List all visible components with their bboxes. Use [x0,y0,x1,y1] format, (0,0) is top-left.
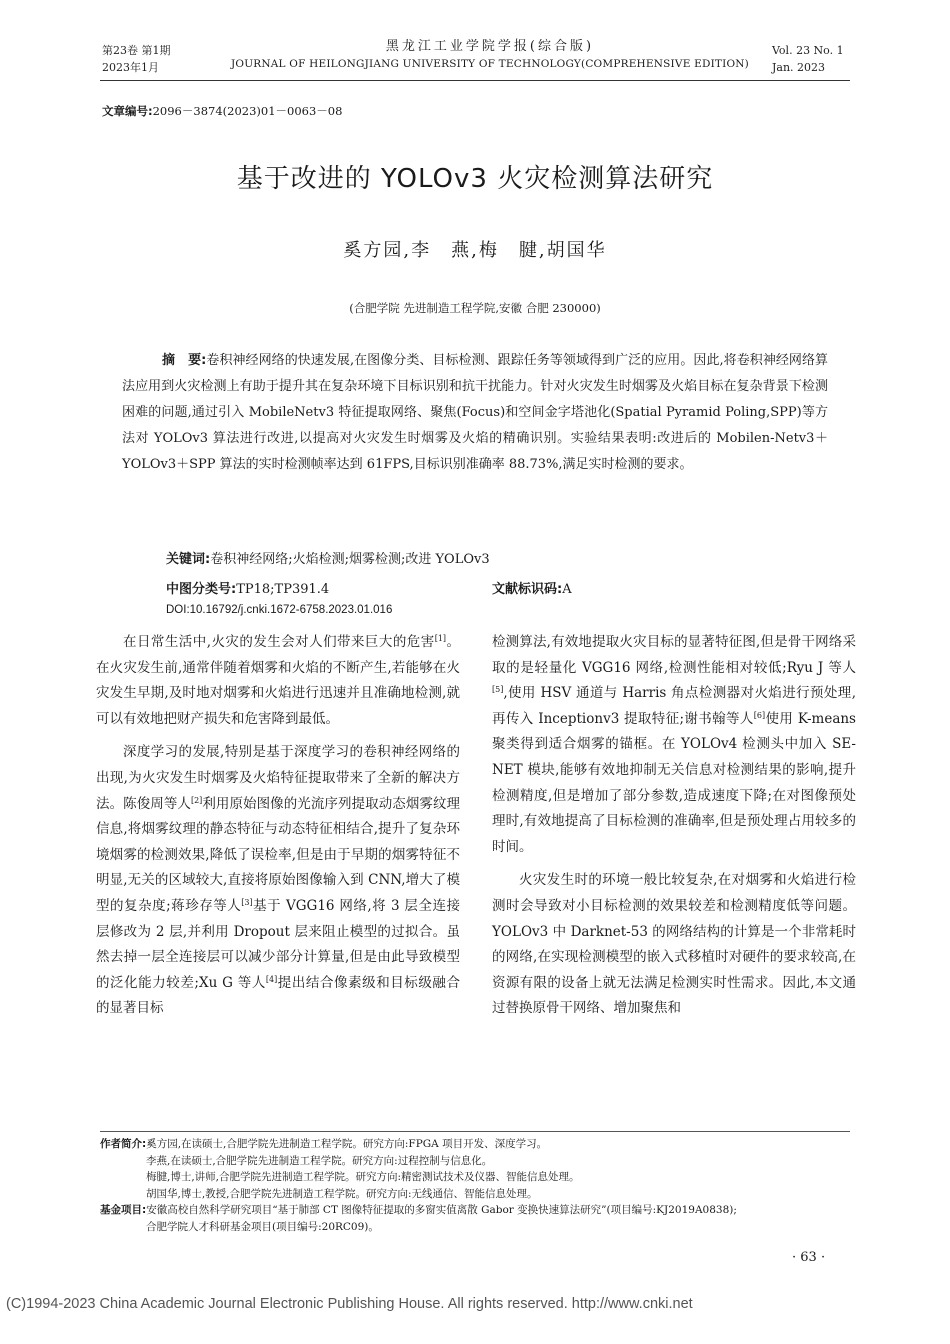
citation-ref[interactable]: [5] [492,685,504,695]
keywords-value: 卷积神经网络;火焰检测;烟雾检测;改进 YOLOv3 [210,552,490,567]
classification-value: TP18;TP391.4 [236,582,330,597]
body-column-left [96,630,460,1030]
doi: DOI:10.16792/j.cnki.1672-6758.2023.01.016 [166,604,393,616]
copyright-notice: (C)1994-2023 China Academic Journal Electronic Publishing House. All rights reserved. http://www.cnki.net [6,1296,693,1312]
abstract-label: 摘 要: [162,353,207,368]
author-list: 奚方园,李 燕,梅 腱,胡国华 [343,240,607,261]
affiliation: (合肥学院 先进制造工程学院,安徽 合肥 230000) [349,301,601,315]
body-paragraph: 在日常生活中,火灾的发生会对人们带来巨大的危害[1]。在火灾发生前,通常伴随着烟雾和火焰的不断产生,若能够在火灾发生早期,及时地对烟雾和火焰进行迅速并且准确地检测,就可以有效地把财产损失和危害降到最低。 [96,634,460,727]
issue-date: 2023年1月 [102,61,159,74]
citation-ref[interactable]: [3] [241,897,253,907]
classification-label: 中图分类号: [166,582,237,597]
abstract [122,348,828,478]
classification-number [166,578,329,597]
document-code-label: 文献标识码: [492,582,563,597]
body-column-right [492,630,856,1030]
document-code-value: A [562,582,572,597]
journal-name [230,38,750,72]
citation-ref[interactable]: [6] [753,710,766,720]
body-paragraph: 深度学习的发展,特别是基于深度学习的卷积神经网络的出现,为火灾发生时烟雾及火焰特征提取带来了全新的解决方法。陈俊周等人[2]利用原始图像的光流序列提取动态烟雾纹理信息,将烟雾纹理的静态特征与动态特征相结合,提升了复杂环境烟雾的检测效果,降低了误检率,但是由于早期的烟雾特征不明显,无关的区域较大,直接将原始图像输入到 CNN,增大了模型的复杂度;蒋珍存等人[3]基于 VGG16 网络,将 3 层全连接层修改为 2 层,并利用 Dropout 层来阻止模型的过拟合。虽然去掉一层全连接层可以减少部分计算量,但是由此导致模型的泛化能力较差;Xu G 等人[4]提出结合像素级和目标级融合的显著目标 [96,744,461,1017]
document-code [492,578,572,597]
article-number-label: 文章编号: [102,104,153,118]
issue-info-en [772,42,844,76]
issue-date-en: Jan. 2023 [772,61,826,74]
header-divider [100,80,850,81]
body-paragraph: 检测算法,有效地提取火灾目标的显著特征图,但是骨干网络采取的是轻量化 VGG16 网络,检测性能相对较低;Ryu J 等人[5],使用 HSV 通道与 Harris 角点检测器对火焰进行预处理,再传入 Inceptionv3 提取特征;谢书翰等人[6]使用 K-means 聚类得到适合烟雾的锚框。在 YOLOv4 检测头中加入 SE-NET 模块,能够有效地抑制无关信息对检测结果的影响,提升检测精度,但是增加了部分参数,造成速度下降;在对图像预处理时,有效地提高了目标检测的准确率,但是预处理占用较多的时间。 [492,634,856,855]
fund-info: 合肥学院人才科研基金项目(项目编号:20RC09)。 [146,1220,379,1233]
keywords [166,548,490,567]
citation-ref[interactable]: [1] [434,634,447,643]
author-bio-label: 作者简介: [100,1138,147,1150]
author-bio: 梅腱,博士,讲师,合肥学院先进制造工程学院。研究方向:精密测试技术及仪器、智能信息处理。 [146,1171,580,1183]
abstract-text: 卷积神经网络的快速发展,在图像分类、目标检测、跟踪任务等领域得到广泛的应用。因此,将卷积神经网络算法应用到火灾检测上有助于提升其在复杂环境下目标识别和抗干扰能力。针对火灾发生时烟雾及火焰目标在复杂背景下检测困难的问题,通过引入 MobileNetv3 特征提取网络、聚焦(Focus)和空间金字塔池化(Spatial Pyramid Poling,SPP)等方法对 YOLOv3 算法进行改进,以提高对火灾发生时烟雾及火焰的精确识别。实验结果表明:改进后的 Mobilen-Netv3＋YOLOv3＋SPP 算法的实时检测帧率达到 61FPS,目标识别准确率 88.73%,满足实时检测的要求。 [122,353,829,472]
fund-label: 基金项目: [100,1204,147,1216]
issue-volume: 第23卷 第1期 [102,44,171,57]
author-bio: 作者简介:奚方园,在读硕士,合肥学院先进制造工程学院。研究方向:FPGA 项目开发、深度学习。 [100,1138,548,1150]
issue-info [102,42,171,76]
keywords-label: 关键词: [166,552,211,567]
article-number-value: 2096－3874(2023)01－0063－08 [152,104,343,118]
author-bio: 胡国华,博士,教授,合肥学院先进制造工程学院。研究方向:无线通信、智能信息处理。 [146,1187,538,1200]
citation-ref[interactable]: [4] [265,974,278,984]
journal-name-en: JOURNAL OF HEILONGJIANG UNIVERSITY OF TECHNOLOGY(COMPREHENSIVE EDITION) [231,58,749,70]
issue-volume-en: Vol. 23 No. 1 [772,44,844,57]
fund-info: 基金项目:安徽高校自然科学研究项目“基于肺部 CT 图像特征提取的多窗实值离散 Gabor 变换快速算法研究”(项目编号:KJ2019A0838); [100,1204,737,1216]
page-number: · 63 · [792,1250,826,1265]
author-bio: 李燕,在读硕士,合肥学院先进制造工程学院。研究方向:过程控制与信息化。 [146,1154,493,1167]
footnote-divider [100,1131,850,1132]
paper-title: 基于改进的 YOLOv3 火灾检测算法研究 [236,164,714,194]
body-paragraph: 火灾发生时的环境一般比较复杂,在对烟雾和火焰进行检测时会导致对小目标检测的效果较差和检测精度低等问题。YOLOv3 中 Darknet-53 的网络结构的计算是一个非常耗时的网络,在实现检测模型的嵌入式移植时对硬件的要求较高,在资源有限的设备上就无法满足检测实时性需求。因此,本文通过替换原骨干网络、增加聚焦和 [492,872,856,1017]
footnotes [100,1136,860,1235]
article-number [102,103,342,119]
citation-ref[interactable]: [2] [190,795,203,805]
journal-name-cn: 黑龙江工业学院学报(综合版) [385,39,595,54]
